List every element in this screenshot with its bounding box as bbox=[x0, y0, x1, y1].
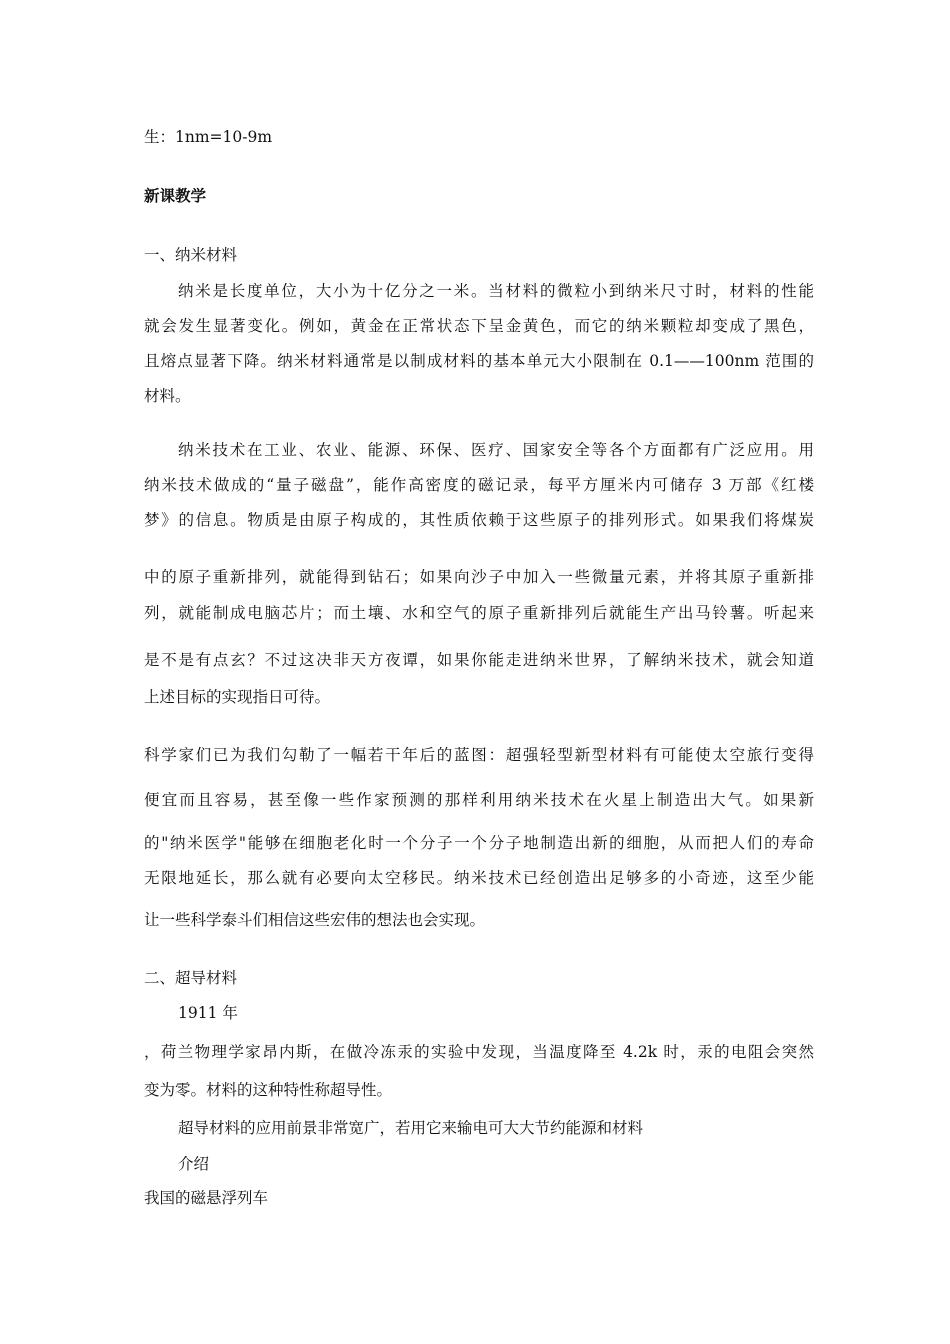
paragraph-line: 科学家们已为我们勾勒了一幅若干年后的蓝图：超强轻型新型材料有可能使太空旅行变得 bbox=[144, 746, 814, 764]
year-text: 1911 年 bbox=[178, 1004, 238, 1022]
paragraph-line: 梦》的信息。物质是由原子构成的，其性质依赖于这些原子的排列形式。如果我们将煤炭 bbox=[144, 511, 814, 529]
part2-title: 二、超导材料 bbox=[144, 969, 238, 987]
intro-line: 生：1nm=10-9m bbox=[144, 128, 273, 146]
part1-title: 一、纳米材料 bbox=[144, 246, 238, 264]
intro-word: 介绍 bbox=[178, 1155, 210, 1173]
paragraph-line: 超导材料的应用前景非常宽广，若用它来输电可大大节约能源和材料 bbox=[178, 1119, 644, 1137]
paragraph-line: 的"纳米医学"能够在细胞老化时一个分子一个分子地制造出新的细胞，从而把人们的寿命 bbox=[144, 834, 814, 852]
paragraph-line: 让一些科学泰斗们相信这些宏伟的想法也会实现。 bbox=[144, 911, 486, 929]
paragraph-line: 是不是有点玄？不过这决非天方夜谭，如果你能走进纳米世界，了解纳米技术，就会知道 bbox=[144, 651, 814, 669]
paragraph-line: 纳米技术做成的“量子磁盘”，能作高密度的磁记录，每平方厘米内可储存 3 万部《红楼 bbox=[144, 476, 814, 494]
last-line: 我国的磁悬浮列车 bbox=[144, 1189, 269, 1207]
paragraph-line: 材料。 bbox=[144, 387, 191, 405]
paragraph-line: 列，就能制成电脑芯片；而土壤、水和空气的原子重新排列后就能生产出马铃薯。听起来 bbox=[144, 604, 814, 622]
paragraph-line: 中的原子重新排列，就能得到钻石；如果向沙子中加入一些微量元素，并将其原子重新排 bbox=[144, 568, 814, 586]
paragraph-line: 纳米技术在工业、农业、能源、环保、医疗、国家安全等各个方面都有广泛应用。用 bbox=[178, 441, 814, 459]
paragraph-line: 就会发生显著变化。例如，黄金在正常状态下呈金黄色，而它的纳米颗粒却变成了黑色， bbox=[144, 317, 814, 335]
paragraph-line: 上述目标的实现指日可待。 bbox=[144, 688, 331, 706]
paragraph-line: ，荷兰物理学家昂内斯，在做冷冻汞的实验中发现，当温度降至 4.2k 时，汞的电阻会突然 bbox=[144, 1043, 814, 1061]
paragraph-line: 且熔点显著下降。纳米材料通常是以制成材料的基本单元大小限制在 0.1——100nm 范围的 bbox=[144, 352, 814, 370]
section-heading: 新课教学 bbox=[144, 186, 207, 205]
paragraph-line: 便宜而且容易，甚至像一些作家预测的那样利用纳米技术在火星上制造出大气。如果新 bbox=[144, 791, 814, 809]
paragraph-line: 纳米是长度单位，大小为十亿分之一米。当材料的微粒小到纳米尺寸时，材料的性能 bbox=[178, 282, 814, 300]
paragraph-line: 变为零。材料的这种特性称超导性。 bbox=[144, 1081, 393, 1099]
paragraph-line: 无限地延长，那么就有必要向太空移民。纳米技术已经创造出足够多的小奇迹，这至少能 bbox=[144, 869, 814, 887]
